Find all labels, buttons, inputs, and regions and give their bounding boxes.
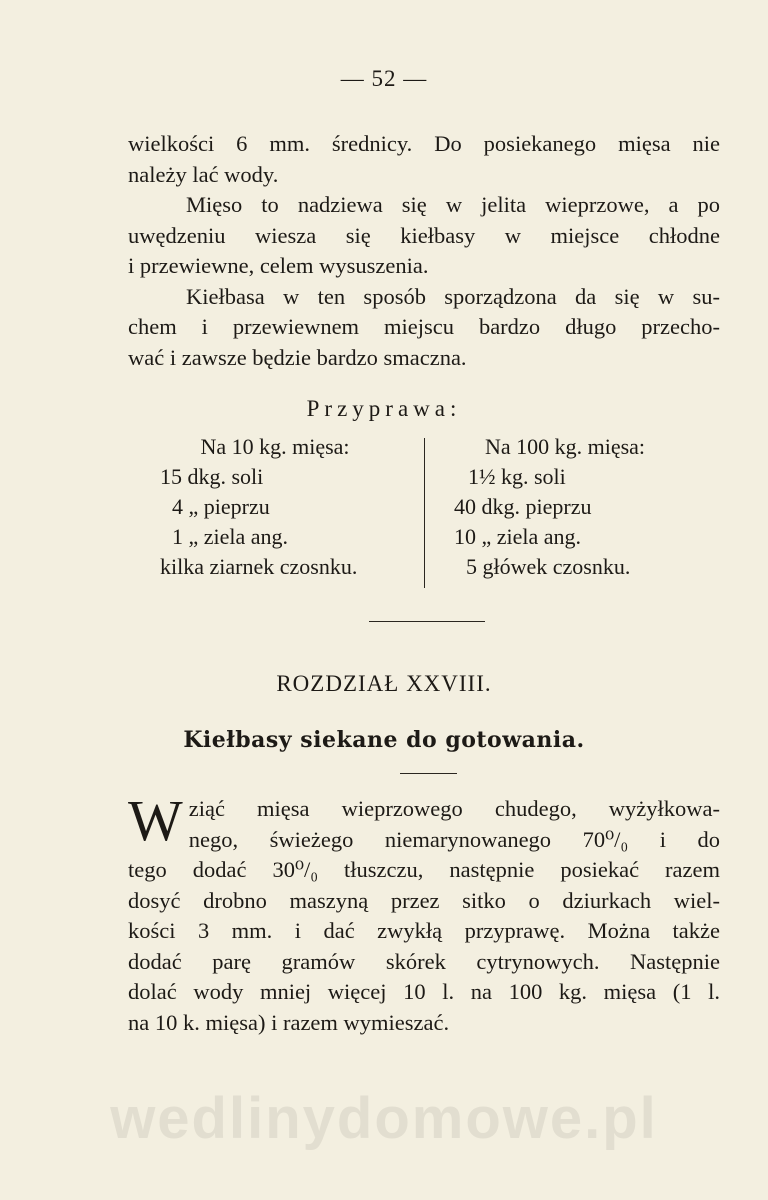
text-line: tego dodać 30⁰/₀ tłuszczu, następnie posiekać razem	[128, 857, 720, 882]
text-line: na 10 k. mięsa) i razem wymieszać.	[128, 1009, 450, 1035]
text-line: Kiełbasa w ten sposób sporządzona da się w su-	[186, 283, 720, 309]
column-header: Na 100 kg. mięsa:	[484, 434, 646, 459]
table-row: 10 „ ziela ang.	[454, 524, 582, 549]
text-line: dosyć drobno maszyną przez sitko o dziurkach wiel-	[128, 887, 720, 913]
table-row: 5 główek czosnku.	[466, 554, 631, 579]
table-row: 4 „ pieprzu	[172, 494, 270, 519]
text-line: chem i przewiewnem miejscu bardzo długo przecho-	[128, 314, 720, 339]
text-line: Mięso to nadziewa się w jelita wieprzowe, a po	[186, 192, 720, 217]
text-line: uwędzeniu wiesza się kiełbasy w miejsce chłodne	[128, 222, 720, 248]
seasoning-column-large	[440, 432, 690, 582]
text-line: i przewiewne, celem wysuszenia.	[128, 253, 429, 278]
text-line: nego, świeżego niemarynowanego 70⁰/₀ i do	[188, 826, 720, 852]
table-row: kilka ziarnek czosnku.	[160, 554, 358, 579]
text-line: wielkości 6 mm. średnicy. Do posiekanego mięsa nie	[128, 131, 720, 156]
table-row: 1 „ ziela ang.	[172, 524, 289, 549]
table-row: 1½ kg. soli	[468, 464, 566, 489]
column-divider	[424, 438, 425, 588]
text-line: wać i zawsze będzie bardzo smaczna.	[128, 344, 467, 370]
chapter-title: ROZDZIAŁ XXVIII.	[276, 671, 492, 696]
text-line: ziąć mięsa wieprzowego chudego, wyżyłkowa-	[188, 796, 720, 821]
drop-cap: W	[128, 788, 183, 853]
page-number: — 52 —	[340, 66, 428, 91]
text-line: kości 3 mm. i dać zwykłą przyprawę. Można także	[128, 918, 720, 943]
heading-divider	[400, 773, 457, 774]
text-line: dodać parę gramów skórek cytrynowych. Następnie	[128, 948, 720, 974]
table-row: 15 dkg. soli	[160, 464, 264, 489]
seasoning-column-small	[150, 432, 400, 582]
text-line: dolać wody mniej więcej 10 l. na 100 kg. mięsa (1 l.	[128, 979, 720, 1004]
table-row: 40 dkg. pieprzu	[454, 494, 592, 519]
intro-text	[128, 129, 720, 373]
column-header: Na 10 kg. mięsa:	[200, 434, 350, 459]
seasoning-title: Przyprawa:	[306, 396, 462, 421]
text-line: należy lać wody.	[128, 161, 279, 187]
seasoning-table	[150, 432, 690, 592]
main-text	[128, 788, 720, 1038]
watermark: wedlinydomowe.pl	[110, 1086, 658, 1151]
section-heading: Kiełbasy siekane do gotowania.	[183, 727, 585, 753]
section-divider	[369, 621, 485, 622]
